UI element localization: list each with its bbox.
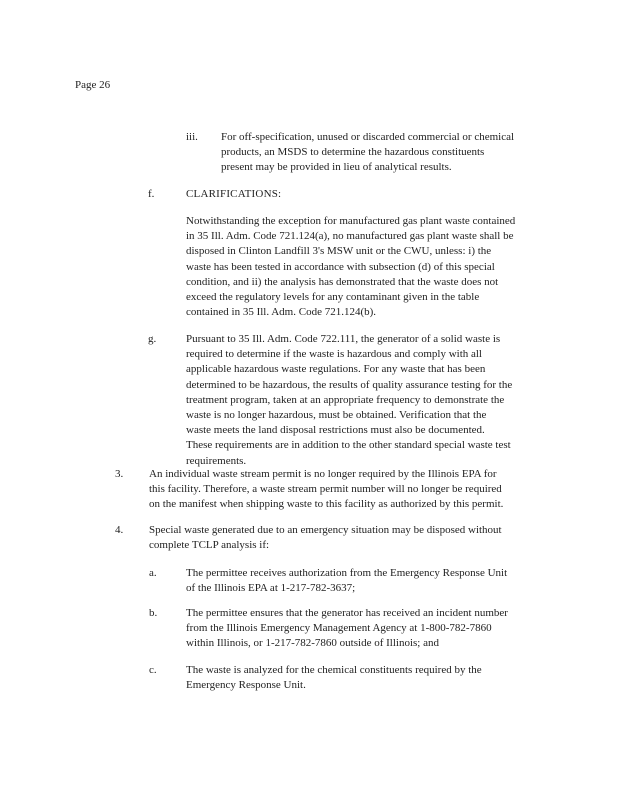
item-marker-3: 3.: [115, 468, 124, 480]
item-marker-4: 4.: [115, 524, 124, 536]
item-iii-text: For off-specification, unused or discarded commercial or chemical products, an MSDS to determine the hazardous constituents present may be provided in lieu of analytical results.: [221, 131, 515, 174]
item-marker-4c: c.: [149, 664, 157, 676]
item-marker-iii: iii.: [186, 131, 198, 143]
item-4c-text: The waste is analyzed for the chemical constituents required by the Emergency Response Unit.: [186, 664, 482, 692]
item-f-text: Notwithstanding the exception for manufactured gas plant waste contained in 35 Ill. Adm. Code 721.124(a), no manufactured gas plant waste shall be disposed in Clinton Landfill 3's MSW unit or the CWU, unless: i) the waste has been tested in accordance with subsection (d) of this special condition, and ii) the analysis has demonstrated that the waste does not exceed the regulatory levels for any contaminant given in the table contained in 35 Ill. Adm. Code 721.124(b).: [186, 215, 516, 319]
clarifications-heading: CLARIFICATIONS:: [186, 188, 282, 200]
item-marker-4b: b.: [149, 607, 158, 619]
item-marker-f: f.: [148, 188, 155, 200]
item-marker-g: g.: [148, 333, 157, 345]
page-header: Page 26: [75, 79, 111, 91]
item-g-text: Pursuant to 35 Ill. Adm. Code 722.111, the generator of a solid waste is required to determine if the waste is hazardous and comply with all applicable hazardous waste regulations. For any waste that has been determined to be hazardous, the results of quality assurance testing for the treatment program, taken at an appropriate frequency to demonstrate the waste is no longer hazardous, must be obtained. Verification that the waste meets the land disposal restrictions must also be documented. These requirements are in addition to the other standard special waste test requirements.: [186, 333, 513, 467]
item-3-text: An individual waste stream permit is no longer required by the Illinois EPA for this facility. Therefore, a waste stream permit number will no longer be required on the manifest when shipping waste to this facility as authorized by this permit.: [149, 468, 504, 511]
item-4b-text: The permittee ensures that the generator has received an incident number from the Illinois Emergency Management Agency at 1-800-782-7860 within Illinois, or 1-217-782-7860 outside of Illinois; and: [186, 607, 508, 650]
item-marker-4a: a.: [149, 567, 157, 579]
item-4a-text: The permittee receives authorization from the Emergency Response Unit of the Illinois EPA at 1-217-782-3637;: [186, 567, 508, 595]
item-4-text: Special waste generated due to an emergency situation may be disposed without complete TCLP analysis if:: [149, 524, 502, 552]
